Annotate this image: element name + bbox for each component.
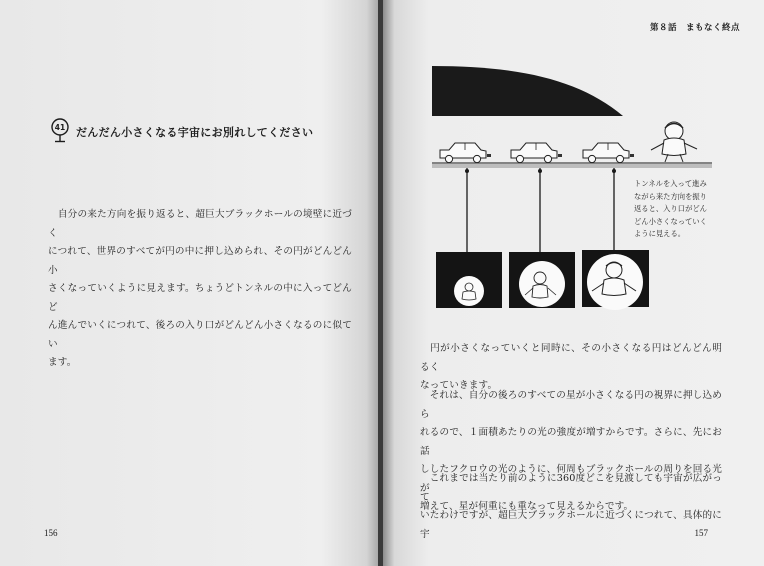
right-paragraph-2: それは、自分の後ろのすべての星が小さくなる円の視界に押し込めら れるので、１面積あたりの光の強度が増すからです。さらに、先にお話 ししたフクロウの光のように、何周もブラックホールの周りを回る光が 増えて、星が何重にも重なって見えるからです。 bbox=[420, 390, 722, 512]
illustration-caption: トンネルを入って進み ながら来た方向を振り 返ると、入り口がどん どん小さくなっていく ように見える。 bbox=[634, 179, 707, 238]
left-page-number: 156 bbox=[44, 528, 58, 538]
left-paragraph: 自分の来た方向を振り返ると、超巨大ブラックホールの境壁に近づく につれて、世界のすべてが円の中に押し込められ、その円がどんどん小 さくなっていくように見えます。ちょうどトンネルの中に入ってどんど ん進んでいくにつれて、後ろの入り口がどんどん小さくなるのに似てい ます。 bbox=[48, 209, 352, 368]
left-page bbox=[0, 0, 378, 566]
right-paragraph-3: これまでは当たり前のように360度どこを見渡しても宇宙が広がって いたわけですが、超巨大ブラックホールに近づくにつれて、具体的に宇 bbox=[420, 473, 722, 540]
right-page-number: 157 bbox=[694, 528, 708, 538]
right-paragraph-1: 円が小さくなっていくと同時に、その小さくなる円はどんどん明るく なっていきます。 bbox=[420, 343, 722, 391]
section-number-badge bbox=[50, 118, 70, 144]
section-title: だんだん小さくなる宇宙にお別れしてください bbox=[76, 126, 314, 139]
section-number: 41 bbox=[54, 123, 66, 132]
running-head: 第８話 まもなく終点 bbox=[649, 23, 740, 33]
